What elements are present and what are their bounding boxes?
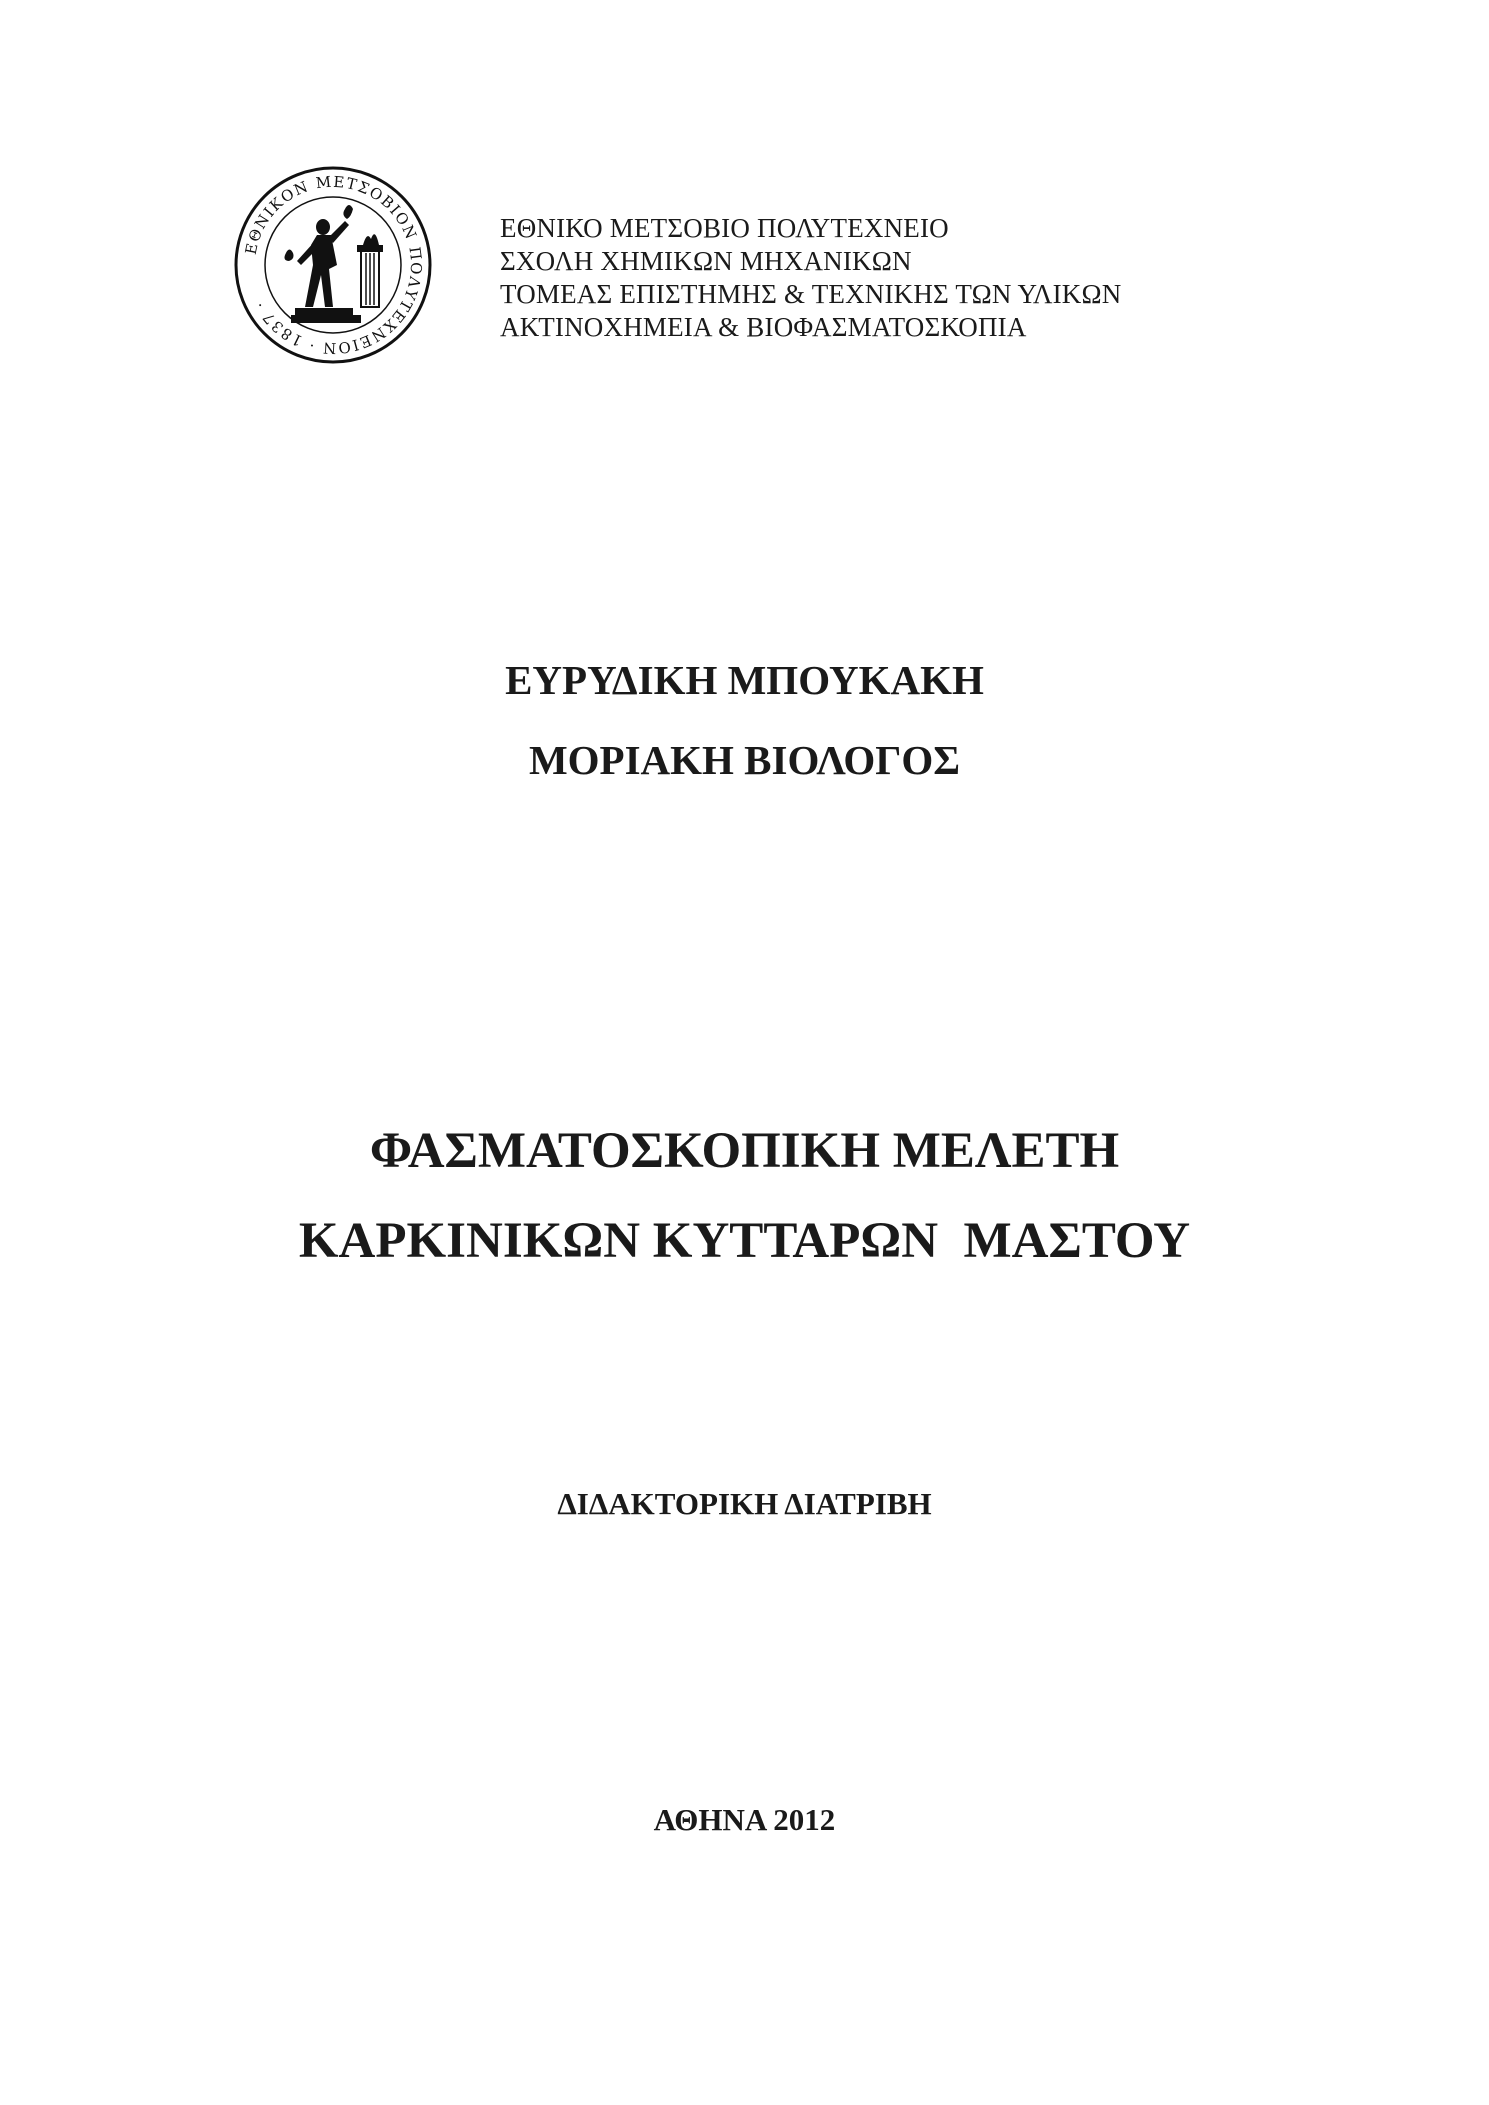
institution-name: ΕΘΝΙΚΟ ΜΕΤΣΟΒΙΟ ΠΟΛΥΤΕΧΝΕΙΟ bbox=[500, 213, 949, 243]
svg-text:ΕΘΝΙΚΟΝ ΜΕΤΣΟΒΙΟΝ ΠΟΛΥΤΕΧΝΕΙΟΝ: ΕΘΝΙΚΟΝ ΜΕΤΣΟΒΙΟΝ ΠΟΛΥΤΕΧΝΕΙΟΝ · 1837 · bbox=[241, 172, 426, 358]
author-name: ΕΥΡΥΔΙΚΗ ΜΠΟΥΚΑΚΗ bbox=[505, 657, 984, 703]
university-seal-icon bbox=[233, 165, 433, 365]
document-type: ΔΙΔΑΚΤΟΡΙΚΗ ΔΙΑΤΡΙΒΗ bbox=[557, 1486, 932, 1521]
author-profession: ΜΟΡΙΑΚΗ ΒΙΟΛΟΓΟΣ bbox=[528, 737, 961, 783]
thesis-title-line-2: ΚΑΡΚΙΝΙΚΩΝ ΚΥΤΤΑΡΩΝ ΜΑΣΤΟΥ bbox=[298, 1213, 1191, 1269]
institution-header bbox=[500, 212, 1121, 344]
school-name: ΣΧΟΛΗ ΧΗΜΙΚΩΝ ΜΗΧΑΝΙΚΩΝ bbox=[500, 246, 912, 276]
thesis-title-line-1: ΦΑΣΜΑΤΟΣΚΟΠΙΚΗ ΜΕΛΕΤΗ bbox=[369, 1123, 1120, 1179]
thesis-title bbox=[0, 1106, 1489, 1286]
department-name: ΤΟΜΕΑΣ ΕΠΙΣΤΗΜΗΣ & ΤΕΧΝΙΚΗΣ ΤΩΝ ΥΛΙΚΩΝ bbox=[500, 279, 1122, 309]
place-year: ΑΘΗΝΑ 2012 bbox=[653, 1802, 836, 1837]
lab-name: ΑΚΤΙΝΟΧΗΜΕΙΑ & ΒΙΟΦΑΣΜΑΤΟΣΚΟΠΙΑ bbox=[500, 312, 1027, 342]
author-block bbox=[0, 640, 1489, 800]
